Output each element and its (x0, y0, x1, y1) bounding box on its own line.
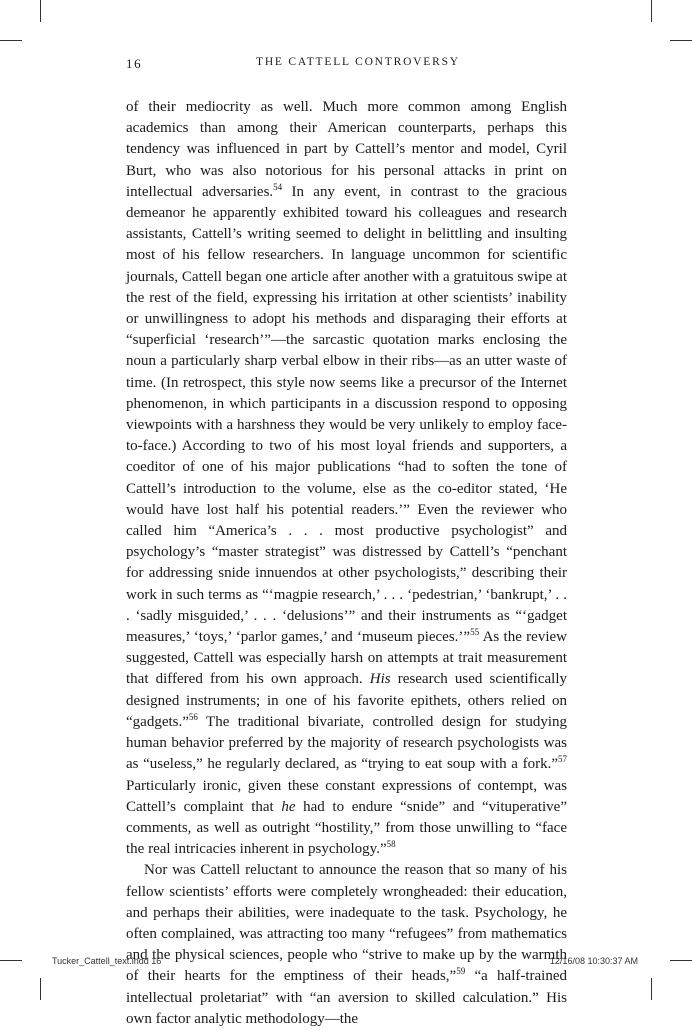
crop-mark-top-right-horizontal (670, 40, 692, 41)
text-run: The traditional bivariate, controlled design for studying human behavior preferred by the majority of research psychologists was as “useless,” he regularly declared, as “trying to eat soup with a fork.” (126, 713, 567, 773)
footnote-ref: 55 (470, 627, 480, 638)
footnote-ref: 54 (273, 181, 283, 192)
crop-mark-bottom-left-vertical (40, 978, 41, 1000)
footnote-ref: 59 (456, 966, 466, 977)
crop-mark-top-left-vertical (40, 0, 41, 22)
text-run: As the review suggested, Cattell was especially harsh on attempts at trait measurement that differed from his own approach. (126, 629, 567, 688)
text-run: had to endure “snide” and “vituperative” comments, as well as outright “hostility,” from those unwilling to “face the real intricacies inherent in psychology.” (126, 798, 567, 858)
paragraph (126, 860, 567, 1030)
footnote-ref: 56 (188, 711, 198, 722)
slug-filename: Tucker_Cattell_text.indd 16 (52, 956, 162, 966)
body-text (126, 97, 567, 1030)
text-run: Nor was Cattell reluctant to announce the reason that so many of his fellow scientists’ efforts were completely wrongheaded: their education, and perhaps their abilities, were inadequate to the task. Psychology, he often complained, was attracting too many “refugees” from mathematics and the physical sciences, people who “strive to make up by the warmth of their hearts for the emptiness of their heads,” (126, 862, 567, 985)
running-head (126, 56, 566, 74)
book-title: THE CATTELL CONTROVERSY (256, 56, 460, 68)
crop-mark-bottom-left-horizontal (0, 960, 22, 961)
footnote-ref: 58 (386, 839, 396, 850)
footnote-ref: 57 (558, 754, 567, 765)
text-run: research used scientifically designed instruments; in one of his favorite epithets, others relied on “gadgets.” (126, 671, 568, 730)
crop-mark-top-left-horizontal (0, 40, 22, 41)
text-run: “a half-trained intellectual proletariat” with “an aversion to skilled calculation.” His own factor analytic methodology—the (126, 968, 567, 1027)
slug-timestamp: 12/16/08 10:30:37 AM (549, 956, 638, 966)
text-run: In any event, in contrast to the gracious demeanor he apparently exhibited toward his colleagues and research assistants, Cattell’s writing seemed to delight in belittling and insulting most of his fellow researchers. In language uncommon for scientific journals, Cattell began one article after another with a gratuitous swipe at the rest of the field, expressing his irritation at other scientists’ inability or unwillingness to adopt his methods and disparaging their efforts at “superficial ‘research’”—the sarcastic quotation marks enclosing the noun a particularly sharp verbal elbow in their ribs—as an utter waste of time. (In retrospect, this style now seems like a precursor of the Internet phenomenon, in which participants in a discussion respond to opposing viewpoints with a harshness they would be very unlikely to employ face-to-face.) According to two of his most loyal friends and supporters, a coeditor of one of his major publications “had to soften the tone of Cattell’s introduction to the volume, else as the co-editor stated, ‘He would have lost half his potential readers.’” Even the reviewer who called him “America’s . . . most productive psychologist” and psychology’s “master strategist” was distressed by Cattell’s “penchant for addressing snide innuendos at other psychologists,” describing their work in such terms as “‘magpie research,’ . . . ‘pedestrian,’ ‘bankrupt,’ . . . ‘sadly misguided,’ . . . ‘delusions’” and their instruments as “‘gadget measures,’ ‘toys,’ ‘parlor games,’ and ‘museum pieces.’” (126, 183, 567, 646)
text-run: Particularly ironic, given these constant expressions of contempt, was Cattell’s complaint that (126, 777, 567, 815)
crop-mark-bottom-right-horizontal (670, 960, 692, 961)
text-run: of their mediocrity as well. Much more common among English academics than among their American counterparts, perhaps this tendency was influenced in part by Cattell’s mentor and model, Cyril Burt, who was also notorious for his personal attacks in print on intellectual adversaries. (126, 99, 567, 200)
crop-mark-bottom-right-vertical (651, 978, 652, 1000)
page-number: 16 (126, 56, 143, 71)
crop-mark-top-right-vertical (651, 0, 652, 22)
italic-text: he (281, 798, 296, 815)
paragraph (126, 97, 567, 860)
italic-text: His (369, 671, 391, 688)
